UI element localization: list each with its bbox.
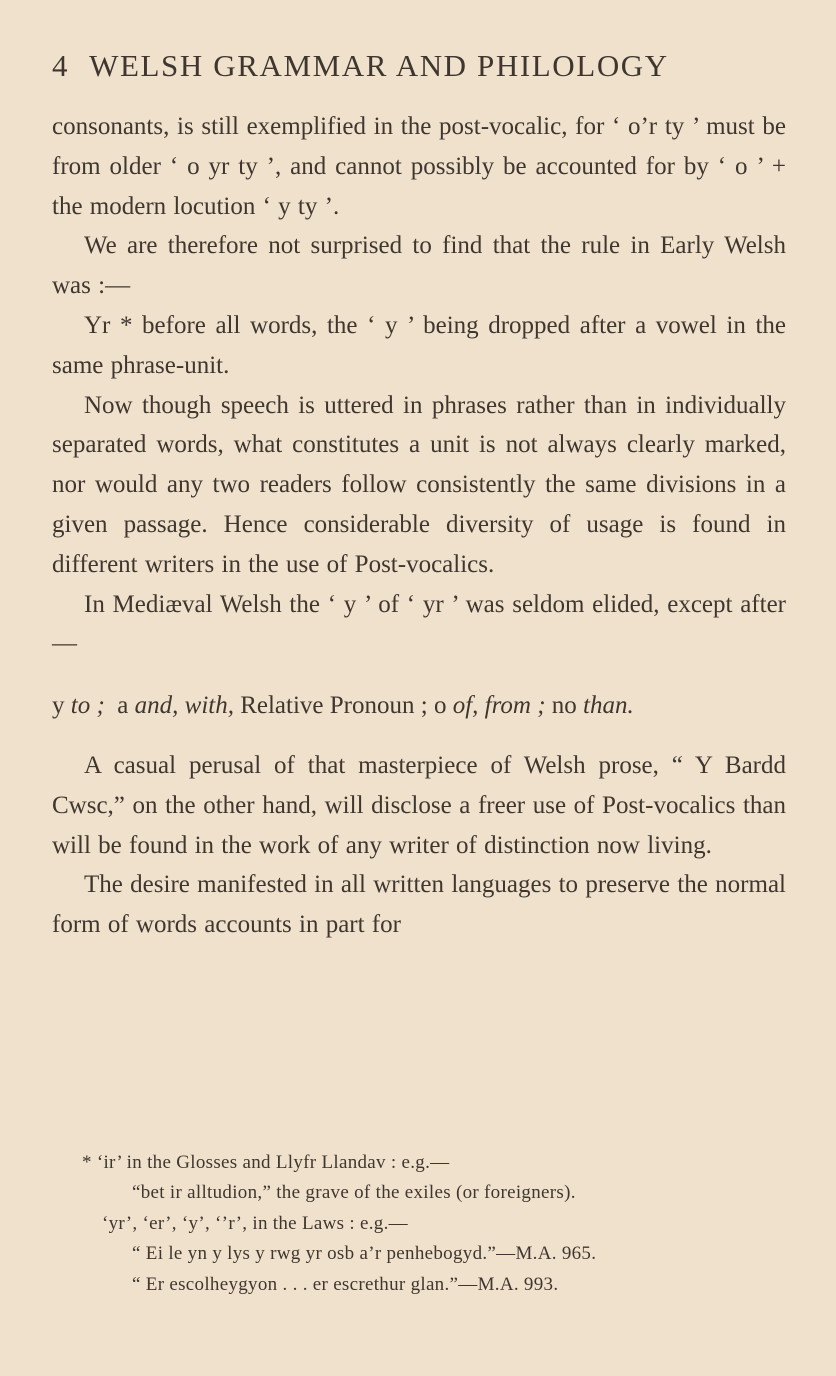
footnote-line-3: ‘yr’, ‘er’, ‘y’, ‘’r’, in the Laws : e.g.—: [102, 1212, 408, 1234]
list-gloss-and-with: and, with,: [134, 692, 234, 720]
list-gloss-relative: Relative Pronoun ;: [240, 692, 428, 720]
paragraph-3: Yr * before all words, the ‘ y ’ being dropped after a vowel in the same phrase-unit.: [52, 311, 786, 379]
footnote-line-4: “ Ei le yn y lys y rwg yr osb a’r penhebogyd.”—M.A. 965.: [132, 1243, 597, 1265]
paragraph-7: The desire manifested in all written languages to preserve the normal form of words accounts in part for: [52, 871, 786, 939]
footnote: [52, 1148, 792, 1300]
list-word-a: a: [117, 692, 129, 720]
paragraph-1: consonants, is still exemplified in the post-vocalic, for ‘ o’r ty ’ must be from older ‘ o yr ty ’, and cannot possibly be accounted for by ‘ o ’ + the modern locution ‘ y ty ’.: [52, 113, 786, 220]
list-gloss-than: than.: [583, 692, 634, 720]
list-word-y: y: [52, 692, 65, 720]
running-title: WELSH GRAMMAR AND PHILOLOGY: [89, 48, 669, 83]
list-word-no: no: [551, 692, 577, 720]
word-list: [52, 686, 786, 726]
page-number: 4: [52, 48, 70, 83]
paragraph-2: We are therefore not surprised to find that the rule in Early Welsh was :—: [52, 232, 786, 300]
paragraph-5: In Mediæval Welsh the ‘ y ’ of ‘ yr ’ was seldom elided, except after—: [52, 590, 786, 658]
footnote-line-5: “ Er escolheygyon . . . er escrethur glan.”—M.A. 993.: [132, 1273, 559, 1295]
footnote-line-1: * ‘ir’ in the Glosses and Llyfr Llandav : e.g.—: [82, 1152, 450, 1173]
running-header: [52, 48, 792, 84]
list-word-o: o: [433, 692, 447, 720]
body-text: [52, 107, 786, 945]
list-gloss-of-from: of, from ;: [452, 692, 546, 720]
footnote-line-2: “bet ir alltudion,” the grave of the exiles (or foreigners).: [132, 1182, 576, 1204]
list-gloss-to: to ;: [70, 692, 105, 720]
paragraph-6: A casual perusal of that masterpiece of Welsh prose, “ Y Bardd Cwsc,” on the other hand, will disclose a freer use of Post-vocalics than will be found in the work of any writer of distinction now living.: [52, 751, 786, 859]
paragraph-4: Now though speech is uttered in phrases rather than in individually separated words, what constitutes a unit is not always clearly marked, nor would any two readers follow consistently the same divisions in a given passage. Hence considerable diversity of usage is found in different writers in the use of Post-vocalics.: [52, 391, 786, 578]
